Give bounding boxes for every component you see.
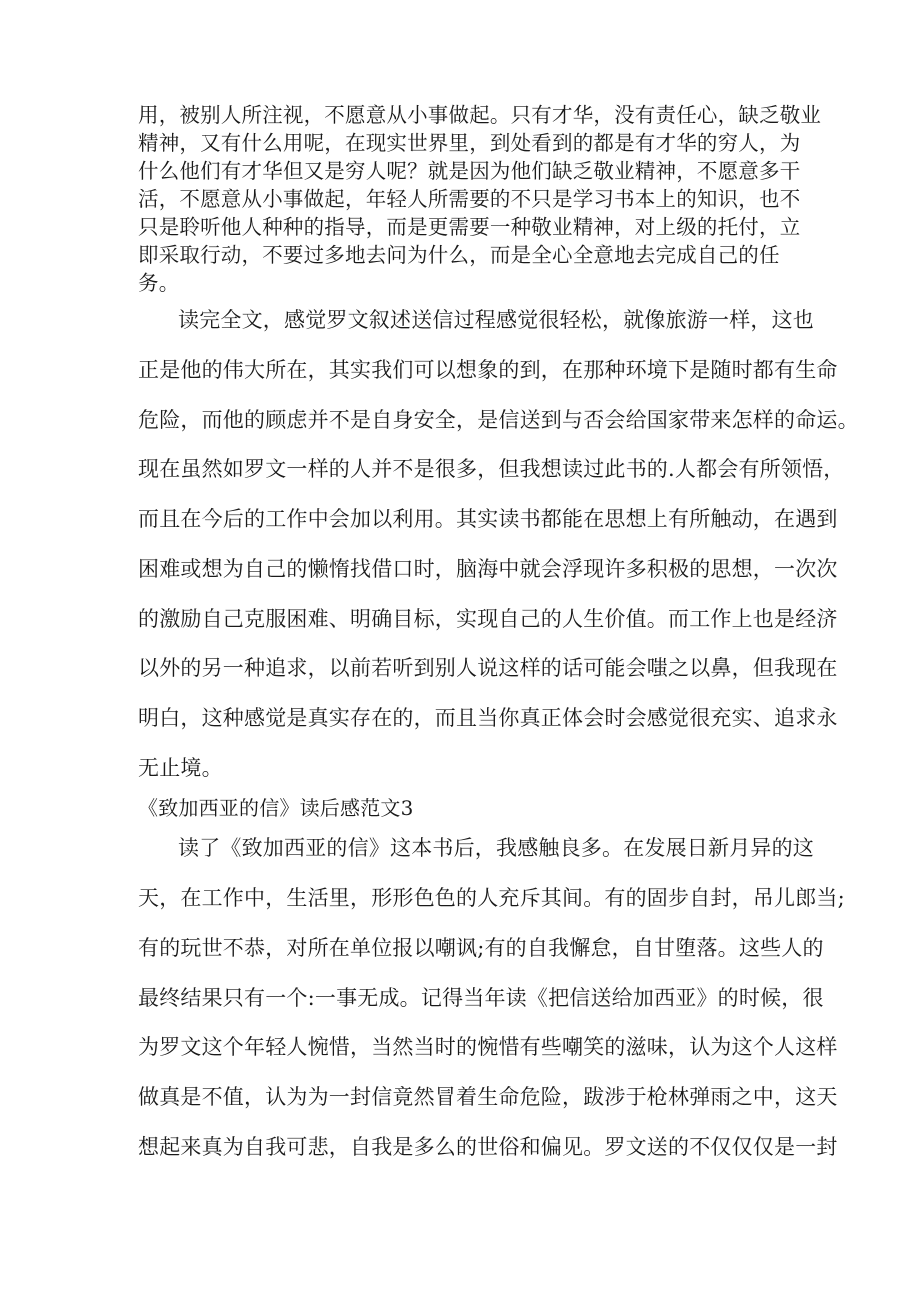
text-line: 现在虽然如罗文一样的人并不是很多，但我想读过此书的.人都会有所领悟， — [138, 457, 845, 481]
text-line: 的激励自己克服困难、明确目标，实现自己的人生价值。而工作上也是经济 — [138, 607, 838, 631]
text-line: 最终结果只有一个:一事无成。记得当年读《把信送给加西亚》的时候，很 — [138, 986, 824, 1010]
text-line: 务。 — [138, 271, 180, 295]
text-line: 读完全文，感觉罗文叙述送信过程感觉很轻松，就像旅游一样，这也 — [178, 308, 814, 332]
text-line: 危险，而他的顾虑并不是自身安全，是信送到与否会给国家带来怎样的命运。 — [138, 408, 859, 432]
text-line: 为罗文这个年轻人惋惜，当然当时的惋惜有些嘲笑的滋味，认为这个人这样 — [138, 1035, 838, 1059]
section-heading: 《致加西亚的信》读后感范文3 — [138, 796, 414, 820]
text-line: 明白，这种感觉是真实存在的，而且当你真正体会时会感觉很充实、追求永 — [138, 706, 838, 730]
text-line: 即采取行动，不要过多地去问为什么，而是全心全意地去完成自己的任 — [138, 243, 780, 267]
text-line: 正是他的伟大所在，其实我们可以想象的到，在那种环境下是随时都有生命 — [138, 358, 838, 382]
text-line: 活，不愿意从小事做起，年轻人所需要的不只是学习书本上的知识，也不 — [138, 187, 801, 211]
text-line: 什么他们有才华但又是穷人呢？就是因为他们缺乏敬业精神，不愿意多干 — [138, 159, 801, 183]
text-line: 以外的另一种追求，以前若听到别人说这样的话可能会嗤之以鼻，但我现在 — [138, 656, 838, 680]
text-line: 天，在工作中，生活里，形形色色的人充斥其间。有的固步自封，吊儿郎当; — [138, 886, 845, 910]
text-line: 读了《致加西亚的信》这本书后，我感触良多。在发展日新月异的这 — [178, 836, 814, 860]
text-line: 做真是不值，认为为一封信竟然冒着生命危险，跋涉于枪林弹雨之中，这天 — [138, 1085, 838, 1109]
text-line: 只是聆听他人种种的指导，而是更需要一种敬业精神，对上级的托付，立 — [138, 215, 801, 239]
text-line: 无止境。 — [138, 756, 223, 780]
text-line: 困难或想为自己的懒惰找借口时，脑海中就会浮现许多积极的思想，一次次 — [138, 557, 838, 581]
text-line: 用，被别人所注视，不愿意从小事做起。只有才华，没有责任心，缺乏敬业 — [138, 103, 822, 127]
text-line: 精神，又有什么用呢，在现实世界里，到处看到的都是有才华的穷人，为 — [138, 131, 801, 155]
text-line: 而且在今后的工作中会加以利用。其实读书都能在思想上有所触动，在遇到 — [138, 507, 838, 531]
text-line: 有的玩世不恭，对所在单位报以嘲讽;有的自我懈怠，自甘堕落。这些人的 — [138, 936, 824, 960]
text-line: 想起来真为自我可悲，自我是多么的世俗和偏见。罗文送的不仅仅仅是一封 — [138, 1135, 838, 1159]
